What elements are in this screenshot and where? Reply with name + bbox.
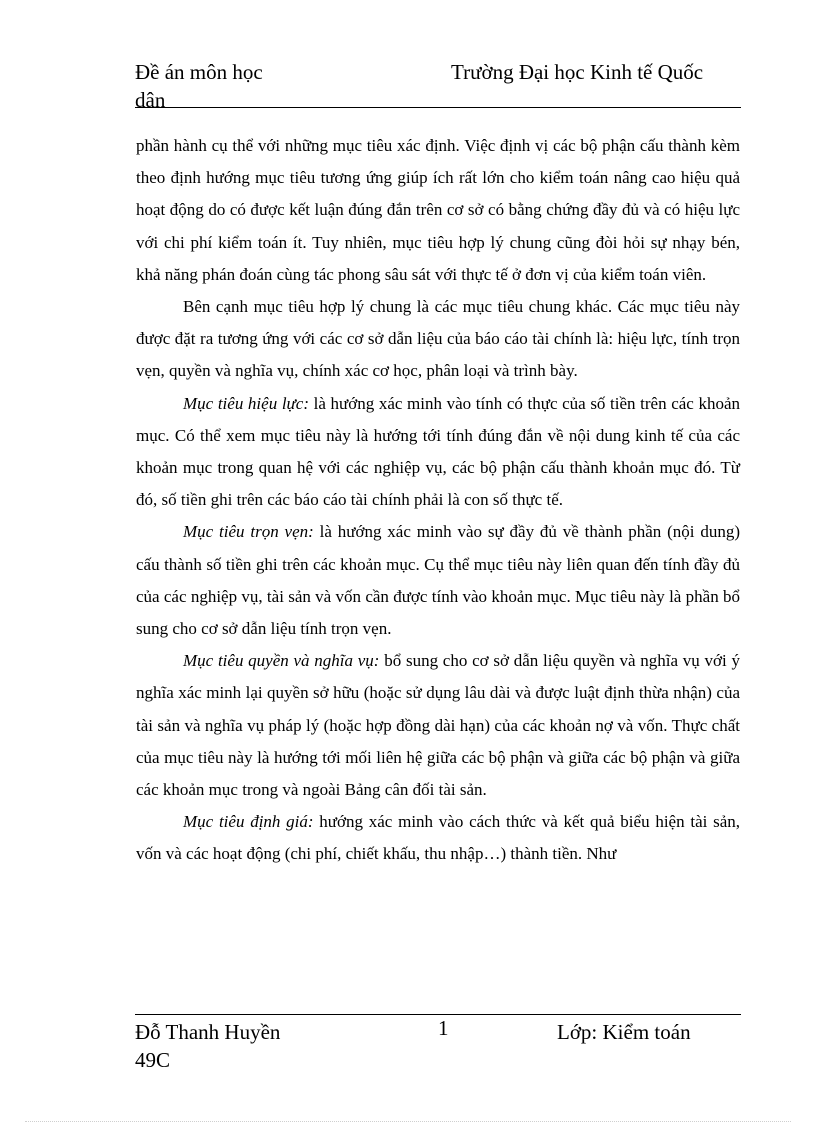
footer-author-name: Đỗ Thanh Huyền <box>135 1020 281 1044</box>
paragraph-text: là hướng xác minh vào sự đầy đủ về thành phần (nội dung) cấu thành số tiền ghi trên các khoản mục. Cụ thể mục tiêu này liên quan đến tính đầy đủ của các nghiệp vụ, tài sản và vốn cần được tính vào khoản mục. Mục tiêu này là phần bổ sung cho cơ sở dẫn liệu tính trọn vẹn. <box>136 522 740 639</box>
header-course-title: Đề án môn học <box>135 60 263 84</box>
footer-author-class: 49C <box>135 1048 171 1072</box>
document-body <box>136 130 740 871</box>
page-number: 1 <box>438 1016 449 1040</box>
paragraph <box>136 388 740 517</box>
page-header <box>135 58 741 112</box>
header-overflow-text: dân <box>135 88 166 112</box>
footer-author <box>135 1018 305 1074</box>
paragraph <box>136 291 740 388</box>
paragraph-lead-term: Mục tiêu định giá: <box>183 812 314 832</box>
paragraph-text: Bên cạnh mục tiêu hợp lý chung là các mục tiêu chung khác. Các mục tiêu này được đặt ra tương ứng với các cơ sở dẫn liệu của báo cáo tài chính là: hiệu lực, tính trọn vẹn, quyền và nghĩa vụ, chính xác cơ học, phân loại và trình bày. <box>136 297 740 381</box>
paragraph <box>136 806 740 870</box>
paragraph-text: bổ sung cho cơ sở dẫn liệu quyền và nghĩa vụ với ý nghĩa xác minh lại quyền sở hữu (hoặc sử dụng lâu dài và được luật định thừa nhận) của tài sản và nghĩa vụ pháp lý (hoặc hợp đồng dài hạn) của các khoản nợ và vốn. Thực chất của mục tiêu này là hướng tới mối liên hệ giữa các bộ phận và giữa các bộ phận và giữa các khoản mục trong và ngoài Bảng cân đối tài sản. <box>136 651 740 800</box>
header-university: Trường Đại học Kinh tế Quốc <box>451 60 704 84</box>
page-edge <box>25 1121 791 1122</box>
header-left <box>135 58 325 114</box>
paragraph-continuation <box>136 130 740 291</box>
paragraph <box>136 645 740 806</box>
paragraph <box>136 516 740 645</box>
paragraph-text: hướng xác minh vào cách thức và kết quả biểu hiện tài sản, vốn và các hoạt động (chi phí, chiết khấu, thu nhập…) thành tiền. Như <box>136 812 740 864</box>
paragraph-lead-term: Mục tiêu hiệu lực: <box>183 393 310 413</box>
footer-class-label: Lớp: Kiểm toán <box>557 1020 691 1044</box>
paragraph-text: là hướng xác minh vào tính có thực của số tiền trên các khoản mục. Có thể xem mục tiêu này là hướng tới tính đúng đắn về nội dung kinh tế của các khoản mục trong quan hệ với các nghiệp vụ, các bộ phận cấu thành khoản mục đó. Từ đó, số tiền ghi trên các báo cáo tài chính phải là con số thực tế. <box>136 393 741 510</box>
paragraph-text: phần hành cụ thể với những mục tiêu xác định. Việc định vị các bộ phận cấu thành kèm theo định hướng mục tiêu tương ứng giúp ích rất lớn cho kiểm toán nâng cao hiệu quả hoạt động do có được kết luận đúng đắn trên cơ sở có bằng chứng đầy đủ và có hiệu lực với chi phí kiểm toán ít. Tuy nhiên, mục tiêu hợp lý chung cũng đòi hỏi sự nhạy bén, khả năng phán đoán cùng tác phong sâu sát với thực tế ở đơn vị của kiểm toán viên. <box>136 136 740 284</box>
paragraph-lead-term: Mục tiêu trọn vẹn: <box>183 522 314 542</box>
header-rule <box>135 107 741 108</box>
paragraph-lead-term: Mục tiêu quyền và nghĩa vụ: <box>183 651 380 671</box>
